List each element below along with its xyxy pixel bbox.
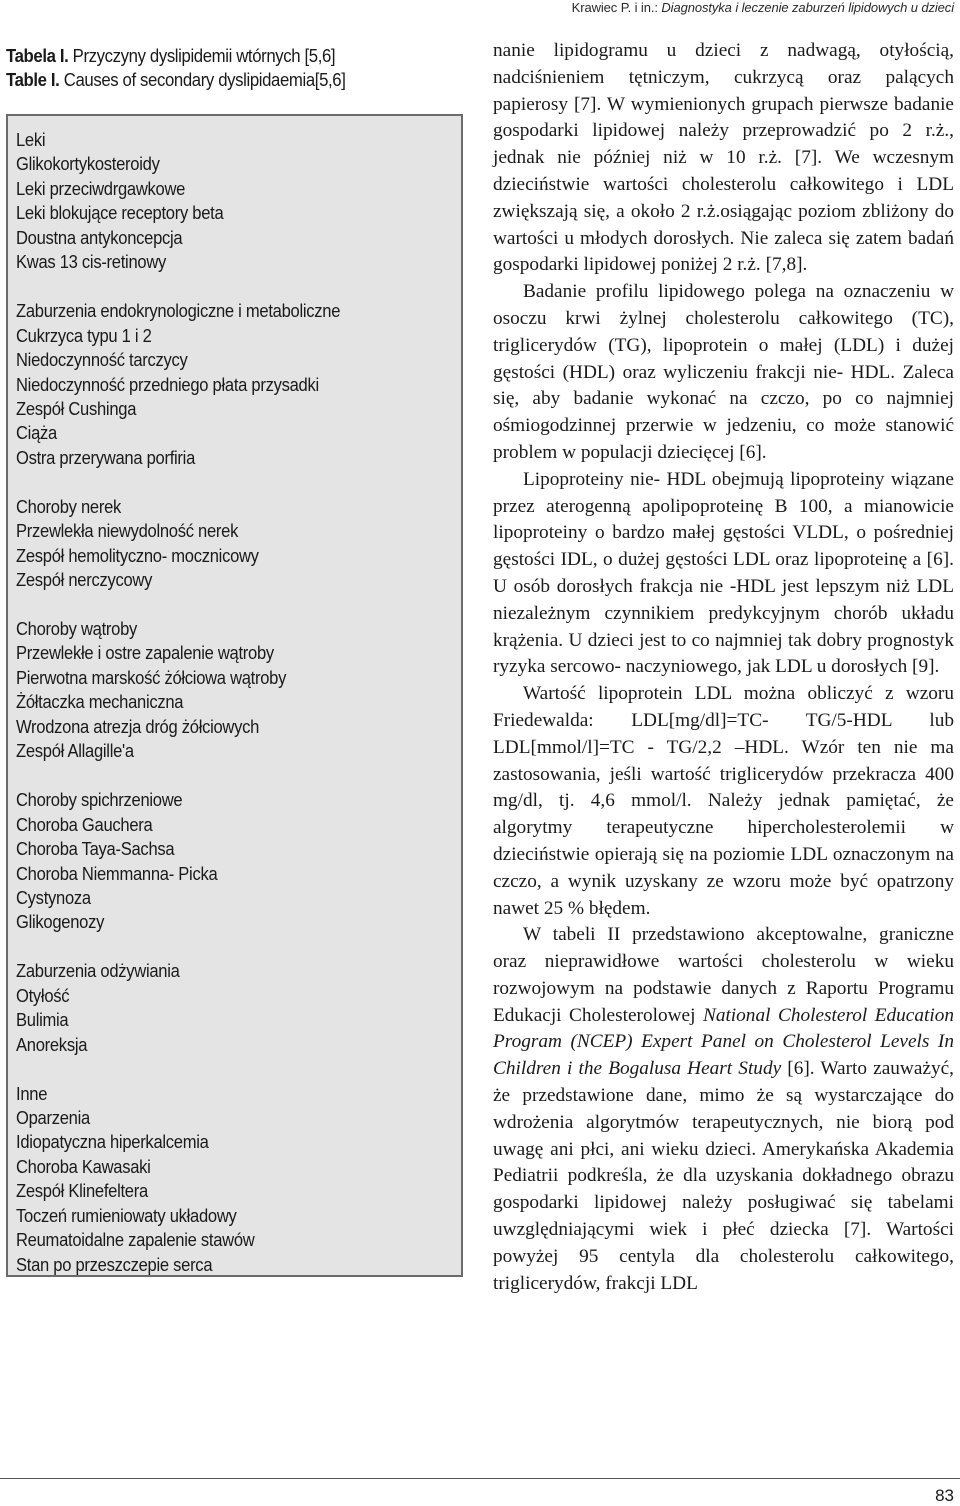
table-list-item: Oparzenia bbox=[16, 1108, 90, 1129]
table-group-heading: Inne bbox=[16, 1083, 48, 1104]
table-list-item: Leki blokujące receptory beta bbox=[16, 203, 224, 224]
table-list-item: Zespół hemolityczno- mocznicowy bbox=[16, 545, 259, 566]
table-group bbox=[16, 299, 461, 470]
footer-rule bbox=[0, 1478, 960, 1479]
table-caption bbox=[6, 44, 434, 92]
table-list-item: Choroba Gauchera bbox=[16, 814, 153, 835]
table-list-item: Przewlekła niewydolność nerek bbox=[16, 521, 239, 542]
table-list-item: Pierwotna marskość żółciowa wątroby bbox=[16, 667, 287, 688]
paragraph-5-part-a: W tabeli II przedstawiono akceptowalne, graniczne oraz nieprawidłowe wartości cholesterolu w wieku rozwojowym na podstawie danych z Raportu Programu Edukacji Cholesterolowej bbox=[493, 924, 954, 1026]
table-caption-pl bbox=[6, 44, 434, 68]
table-list-item: Zespół nerczycowy bbox=[16, 570, 153, 591]
running-header-title: Diagnostyka i leczenie zaburzeń lipidowych u dzieci bbox=[661, 0, 954, 15]
table-list-item: Otyłość bbox=[16, 985, 70, 1006]
paragraph-5-italic: National Cholesterol Education Program (NCEP) Expert Panel on Cholesterol Levels In Children i the Bogalusa Heart Study bbox=[493, 1004, 954, 1080]
table-list-item: Glikogenozy bbox=[16, 912, 105, 933]
table-list-item: Żółtaczka mechaniczna bbox=[16, 692, 184, 713]
table-list-item: Zespół Klinefeltera bbox=[16, 1181, 148, 1202]
running-header-authors: Krawiec P. i in.: bbox=[571, 0, 662, 15]
table-group bbox=[16, 495, 461, 593]
paragraph-4: Wartość lipoprotein LDL można obliczyć z wzoru Friedewalda: LDL[mg/dl]=TC- TG/5-HDL lub LDL[mmol/l]=TC - TG/2,2 –HDL. Wzór ten nie ma zastosowania, jeśli wartość triglicerydów przekracza 400 mg/dl, tj. 4,6 mmol/l. Należy jednak pamiętać, że algorytmy terapeutyczne hipercholesterolemii w dzieciństwie opierają się na poziomie LDL oznaczonym na czczo, a wynik uzyskany ze wzoru może być opatrzony nawet 25 % błędem. bbox=[493, 683, 954, 919]
table-caption-pl-label: Tabela I. bbox=[6, 46, 69, 66]
table-list-item: Idiopatyczna hiperkalcemia bbox=[16, 1132, 209, 1153]
table-group-heading: Choroby wątroby bbox=[16, 619, 138, 640]
table-group bbox=[16, 617, 461, 764]
table-caption-en bbox=[6, 68, 434, 92]
table-group-heading: Zaburzenia odżywiania bbox=[16, 961, 180, 982]
table-list-item: Przewlekłe i ostre zapalenie wątroby bbox=[16, 643, 274, 664]
table-list-item: Bulimia bbox=[16, 1010, 69, 1031]
body-text-column bbox=[493, 38, 954, 1297]
table-list-item: Wrodzona atrezja dróg żółciowych bbox=[16, 716, 260, 737]
table-group-heading: Leki bbox=[16, 130, 46, 150]
paragraph-5 bbox=[493, 922, 954, 1297]
table-group-heading: Zaburzenia endokrynologiczne i metaboliczne bbox=[16, 301, 341, 322]
paragraph-3: Lipoproteiny nie- HDL obejmują lipoproteiny wiązane przez aterogenną apolipoproteinę B 100, a mianowicie lipoproteiny o bardzo małej gęstości VLDL, o pośredniej gęstości IDL, o dużej gęstości LDL oraz lipoproteinę a [6]. U osób dorosłych frakcja nie -HDL jest lepszym niż LDL niezależnym czynnikiem predykcyjnym chorób układu krążenia. U dzieci jest to co najmniej tak dobry prognostyk ryzyka sercowo- naczyniowego, jak LDL u dorosłych [9]. bbox=[493, 468, 954, 678]
table-caption-pl-text: Przyczyny dyslipidemii wtórnych [5,6] bbox=[68, 46, 336, 66]
table-group bbox=[16, 128, 461, 275]
paragraph-5-part-b: [6]. Warto zauważyć, że przedstawione dane, mimo że są wystarczające do wdrożenia algorytmów terapeutycznych, nie biorą pod uwagę ani płci, ani wieku dzieci. Amerykańska Akademia Pediatrii podkreśla, że dla uzyskania dokładnego obrazu gospodarki lipidowej należy posługiwać się tabelami uwzględniającymi wiek i płeć dziecka [7]. Wartości powyżej 95 centyla dla cholesterolu całkowitego, triglicerydów, frakcji LDL bbox=[493, 1058, 954, 1294]
table-list-item: Leki przeciwdrgawkowe bbox=[16, 178, 186, 199]
table-list-item: Cystynoza bbox=[16, 887, 91, 908]
table-list-item: Niedoczynność przedniego płata przysadki bbox=[16, 374, 319, 395]
table-list-item: Niedoczynność tarczycy bbox=[16, 350, 188, 371]
table-list-item: Stan po przeszczepie serca bbox=[16, 1254, 213, 1275]
table-list-item: Anoreksja bbox=[16, 1034, 88, 1055]
paragraph-2: Badanie profilu lipidowego polega na oznaczeniu w osoczu krwi żylnej cholesterolu całkowitego (TC), triglicerydów (TG), lipoprotein o małej (LDL) i dużej gęstości (HDL) oraz wyliczeniu frakcji nie- HDL. Zaleca się, aby badanie wykonać na czczo, po co najmniej ośmiogodzinnej przerwie w jedzeniu, co może stanowić problem w populacji dziecięcej [6]. bbox=[493, 281, 954, 463]
page-number: 83 bbox=[935, 1486, 954, 1505]
table-list-item: Zespół Cushinga bbox=[16, 398, 137, 419]
table-list-item: Zespół Allagille'a bbox=[16, 741, 134, 762]
table-group bbox=[16, 788, 461, 935]
table-list-item: Kwas 13 cis-retinowy bbox=[16, 252, 167, 273]
causes-table bbox=[6, 114, 463, 1277]
table-list-item: Choroba Kawasaki bbox=[16, 1156, 151, 1177]
table-list-item: Toczeń rumieniowaty układowy bbox=[16, 1205, 237, 1226]
table-list-item: Choroba Niemmanna- Picka bbox=[16, 863, 218, 884]
table-caption-en-label: Table I. bbox=[6, 70, 60, 90]
table-list-item: Cukrzyca typu 1 i 2 bbox=[16, 325, 152, 346]
table-list-item: Doustna antykoncepcja bbox=[16, 227, 183, 248]
table-group-heading: Choroby spichrzeniowe bbox=[16, 790, 183, 811]
table-caption-en-text: Causes of secondary dyslipidaemia[5,6] bbox=[59, 70, 346, 90]
table-list-item: Ciąża bbox=[16, 423, 57, 444]
table-group bbox=[16, 1082, 461, 1278]
table-list-item: Choroba Taya-Sachsa bbox=[16, 839, 175, 860]
table-group-heading: Choroby nerek bbox=[16, 496, 122, 517]
table-list-item: Ostra przerywana porfiria bbox=[16, 447, 196, 468]
table-group bbox=[16, 959, 461, 1057]
table-list-item: Reumatoidalne zapalenie stawów bbox=[16, 1230, 255, 1251]
running-header bbox=[572, 0, 954, 15]
paragraph-1: nanie lipidogramu u dzieci z nadwagą, otyłością, nadciśnieniem tętniczym, cukrzycą oraz palących papierosy [7]. W wymienionych grupach pierwsze badanie gospodarki lipidowej należy przeprowadzić po 2 r.ż., jednak nie później niż w 10 r.ż. [7]. We wczesnym dzieciństwie wartości cholesterolu całkowitego i LDL zwiększają się, a około 2 r.ż.osiągając poziom zbliżony do wartości u młodych dorosłych. Nie zaleca się zatem badań gospodarki lipidowej poniżej 2 r.ż. [7,8]. bbox=[493, 40, 954, 276]
table-list-item: Glikokortykosteroidy bbox=[16, 154, 160, 175]
